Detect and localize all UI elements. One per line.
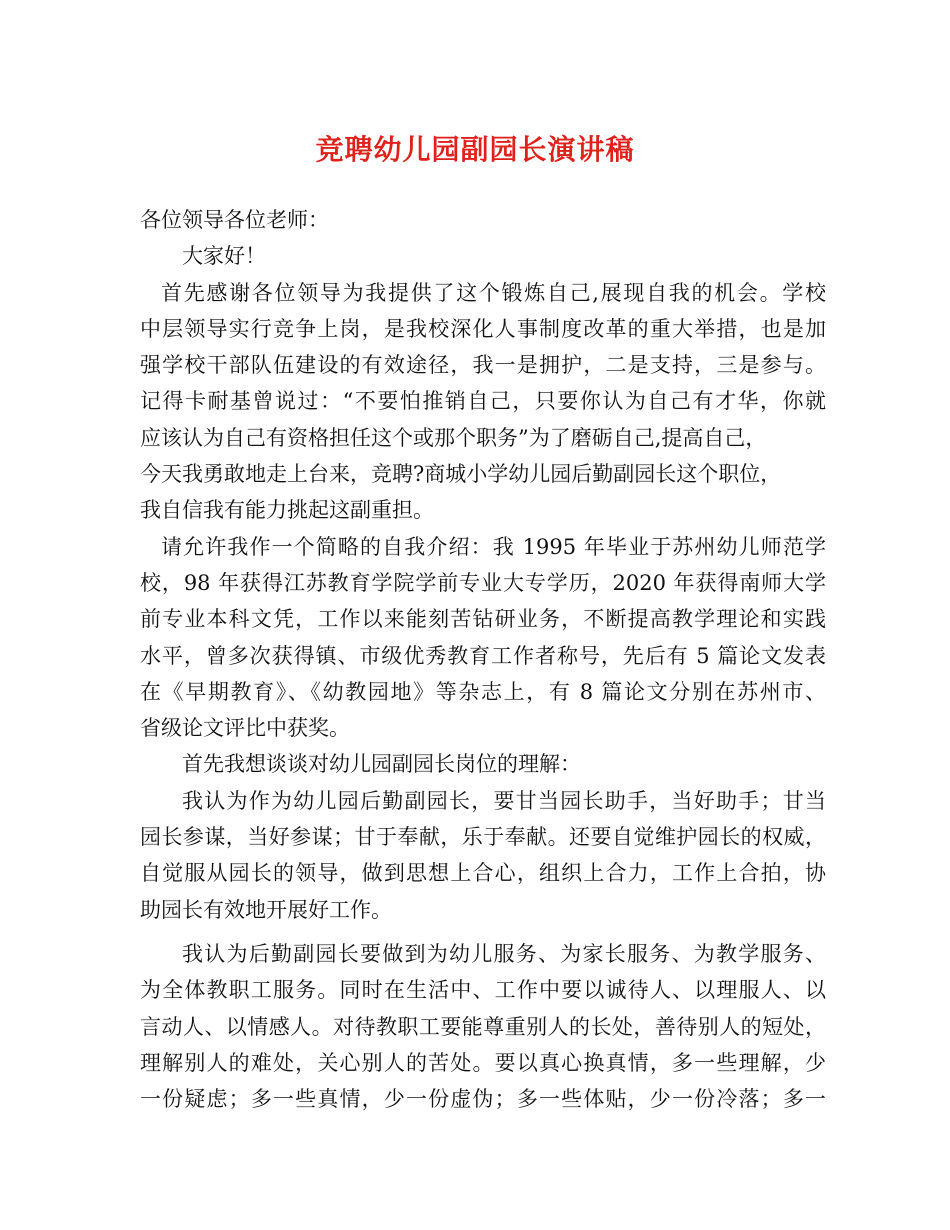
text-line: 我认为后勤副园长要做到为幼儿服务、为家长服务、为教学服务、 [182, 941, 826, 966]
text-line: 言动人、以情感人。对待教职工要能尊重别人的长处，善待别人的短处， [140, 1014, 826, 1039]
text-line: 省级论文评比中获奖。 [140, 716, 350, 741]
text-line: 在《早期教育》、《幼教园地》等杂志上，有 8 篇论文分别在苏州市、 [140, 679, 826, 704]
document-body [140, 202, 826, 1117]
text-line: 首先感谢各位领导为我提供了这个锻炼自己,展现自我的机会。学校 [161, 280, 826, 305]
text-line: 应该认为自己有资格担任这个或那个职务”为了磨砺自己,提高自己， [140, 425, 767, 450]
text-line: 一份疑虑；多一些真情，少一份虚伪；多一些体贴，少一份冷落；多一 [140, 1087, 826, 1112]
text-line: 各位领导各位老师： [140, 208, 329, 232]
text-line: 强学校干部队伍建设的有效途径，我一是拥护，二是支持，三是参与。 [140, 353, 826, 378]
text-line: 首先我想谈谈对幼儿园副园长岗位的理解： [182, 752, 581, 777]
text-line: 大家好！ [182, 244, 266, 269]
document-title: 竞聘幼儿园副园长演讲稿 [315, 133, 635, 166]
text-line: 请允许我作一个简略的自我介绍：我 1995 年毕业于苏州幼儿师范学 [161, 534, 826, 559]
text-line: 理解别人的难处，关心别人的苦处。要以真心换真情，多一些理解，少 [140, 1050, 826, 1075]
text-line: 前专业本科文凭，工作以来能刻苦钻研业务，不断提高教学理论和实践 [140, 607, 826, 632]
text-line: 助园长有效地开展好工作。 [140, 897, 392, 922]
text-line: 校，98 年获得江苏教育学院学前专业大专学历，2020 年获得南师大学 [140, 570, 826, 595]
text-line: 中层领导实行竞争上岗，是我校深化人事制度改革的重大举措，也是加 [140, 316, 826, 341]
text-line: 水平，曾多次获得镇、市级优秀教育工作者称号，先后有 5 篇论文发表 [140, 643, 826, 668]
text-line: 为全体教职工服务。同时在生活中、工作中要以诚待人、以理服人、以 [140, 978, 826, 1003]
text-line: 园长参谋，当好参谋；甘于奉献，乐于奉献。还要自觉维护园长的权威， [140, 825, 826, 850]
text-line: 我认为作为幼儿园后勤副园长，要甘当园长助手，当好助手；甘当 [182, 788, 826, 813]
text-line: 今天我勇敢地走上台来，竞聘?商城小学幼儿园后勤副园长这个职位， [140, 462, 782, 487]
text-line: 自觉服从园长的领导，做到思想上合心，组织上合力，工作上合拍，协 [140, 861, 826, 886]
text-line: 我自信我有能力挑起这副重担。 [140, 498, 434, 523]
text-line: 记得卡耐基曾说过：“不要怕推销自己，只要你认为自己有才华，你就 [140, 389, 826, 414]
